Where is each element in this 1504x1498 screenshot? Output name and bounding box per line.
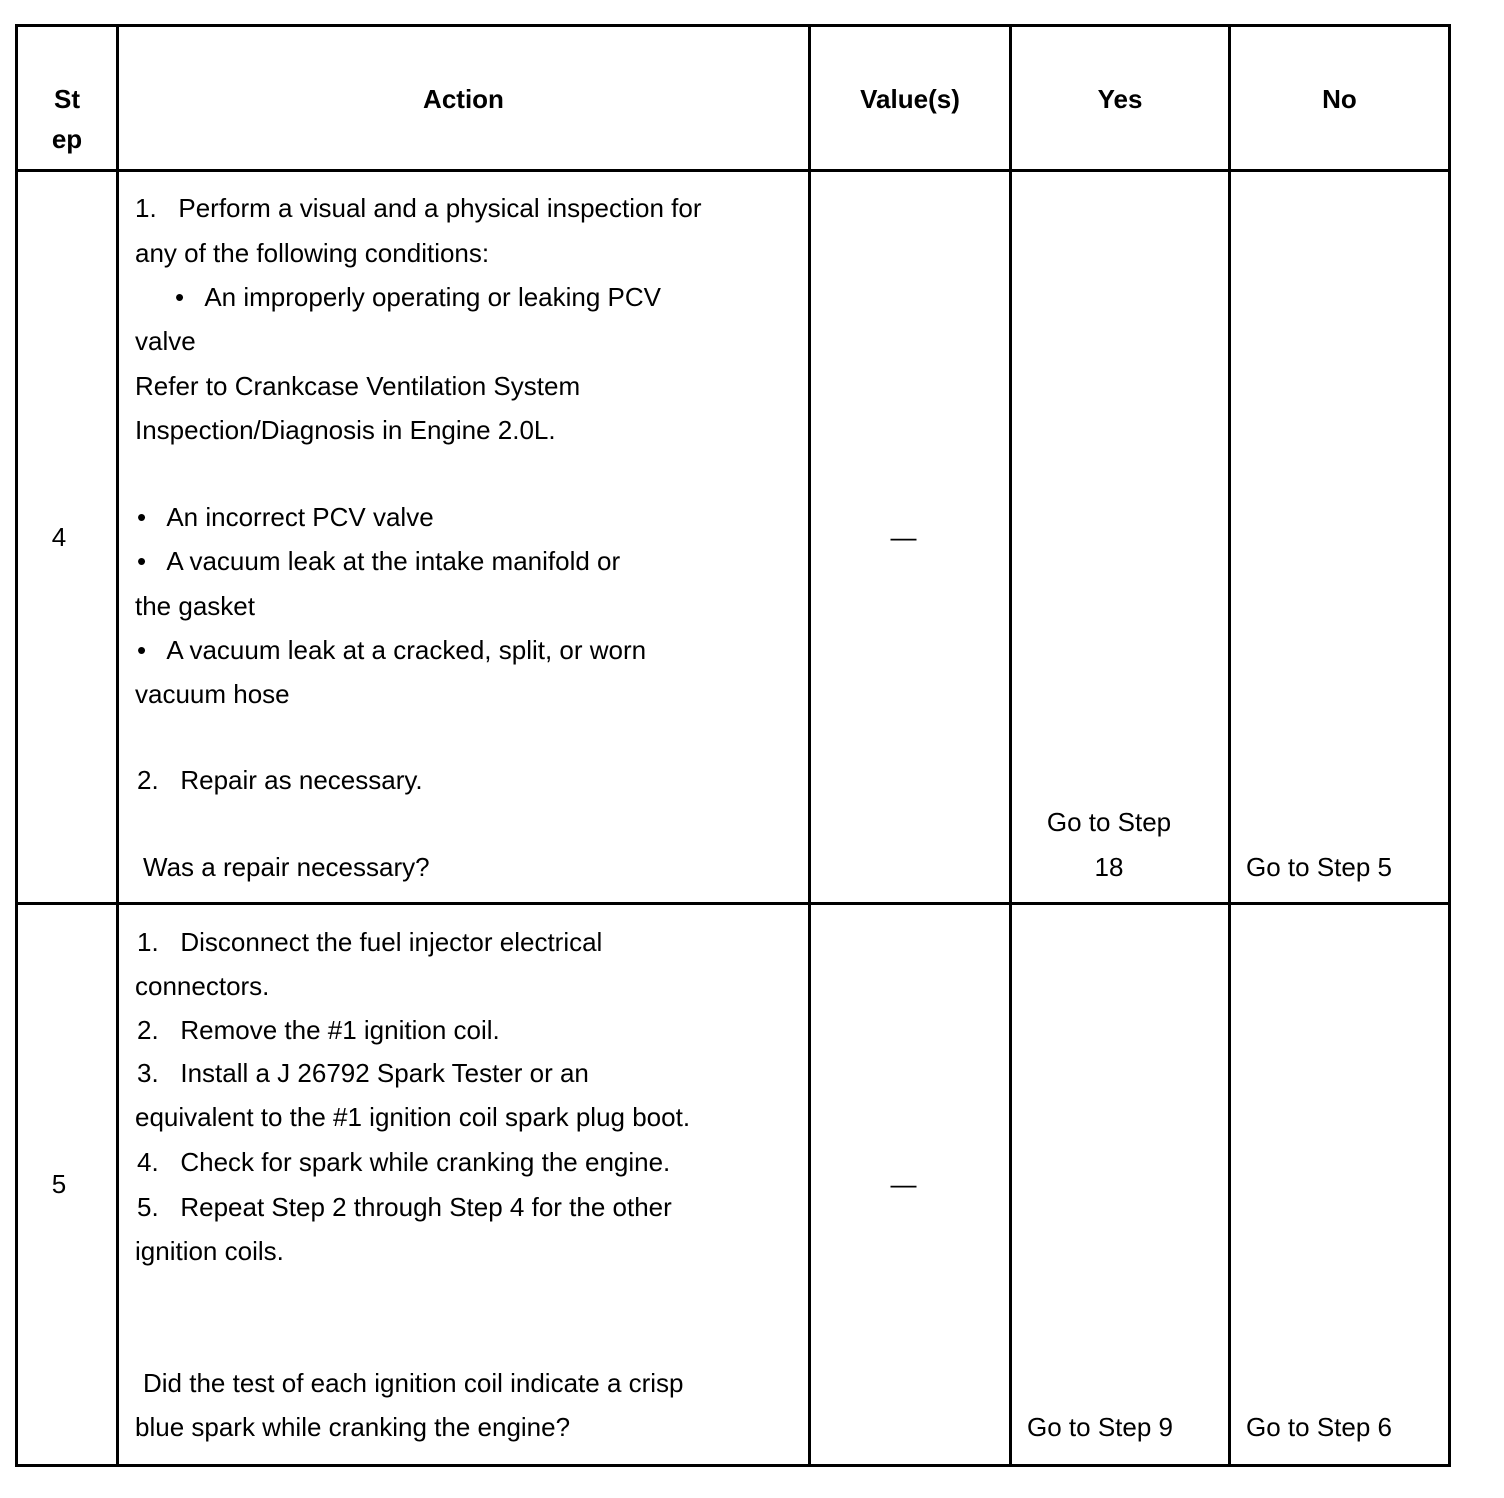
action-line: 1. Perform a visual and a physical inspection for <box>135 193 702 223</box>
action-line: 5. Repeat Step 2 through Step 4 for the other <box>137 1192 672 1222</box>
column-divider <box>116 24 119 1467</box>
action-line: 2. Remove the #1 ignition coil. <box>137 1015 500 1045</box>
action-question: blue spark while cranking the engine? <box>135 1412 571 1442</box>
header-yes: Yes <box>1097 84 1143 114</box>
column-divider <box>808 24 811 1467</box>
step-number: 4 <box>51 522 67 552</box>
action-line: the gasket <box>135 591 255 621</box>
column-divider <box>1228 24 1231 1467</box>
table-border-top <box>15 24 1451 27</box>
action-line: ignition coils. <box>135 1236 284 1266</box>
value-cell: — <box>890 1169 917 1199</box>
action-line: Refer to Crankcase Ventilation System <box>135 371 581 401</box>
header-step-line2: ep <box>51 124 83 154</box>
no-cell: Go to Step 5 <box>1246 852 1392 882</box>
no-cell: Go to Step 6 <box>1246 1412 1392 1442</box>
action-line: • An improperly operating or leaking PCV <box>175 282 662 312</box>
table-border-bottom <box>15 1464 1451 1467</box>
action-line: • An incorrect PCV valve <box>137 502 434 532</box>
action-line: connectors. <box>135 971 270 1001</box>
header-step <box>18 79 116 159</box>
row-divider <box>15 902 1451 905</box>
yes-cell-line1: Go to Step <box>1046 807 1172 837</box>
action-line: 4. Check for spark while cranking the engine. <box>137 1147 671 1177</box>
header-divider <box>15 169 1451 172</box>
action-line: Inspection/Diagnosis in Engine 2.0L. <box>135 415 556 445</box>
action-line: valve <box>135 326 196 356</box>
header-values: Value(s) <box>860 84 960 114</box>
step-number: 5 <box>51 1169 67 1199</box>
table-border-right <box>1448 24 1451 1467</box>
yes-cell: Go to Step 9 <box>1027 1412 1173 1442</box>
action-question: Was a repair necessary? <box>143 852 430 882</box>
header-action: Action <box>423 84 504 114</box>
action-line: vacuum hose <box>135 679 290 709</box>
yes-cell-line2: 18 <box>1094 852 1124 882</box>
action-line: • A vacuum leak at a cracked, split, or worn <box>137 635 647 665</box>
action-line: • A vacuum leak at the intake manifold or <box>137 546 621 576</box>
value-cell: — <box>890 522 917 552</box>
action-line: equivalent to the #1 ignition coil spark plug boot. <box>135 1102 691 1132</box>
action-line: any of the following conditions: <box>135 238 490 268</box>
action-question: Did the test of each ignition coil indicate a crisp <box>143 1368 684 1398</box>
header-step-line1: St <box>54 84 80 114</box>
table-border-left <box>15 24 18 1467</box>
action-line: 2. Repair as necessary. <box>137 765 423 795</box>
action-line: 1. Disconnect the fuel injector electrical <box>137 927 603 957</box>
column-divider <box>1009 24 1012 1467</box>
header-no: No <box>1322 84 1357 114</box>
action-line: 3. Install a J 26792 Spark Tester or an <box>137 1058 589 1088</box>
